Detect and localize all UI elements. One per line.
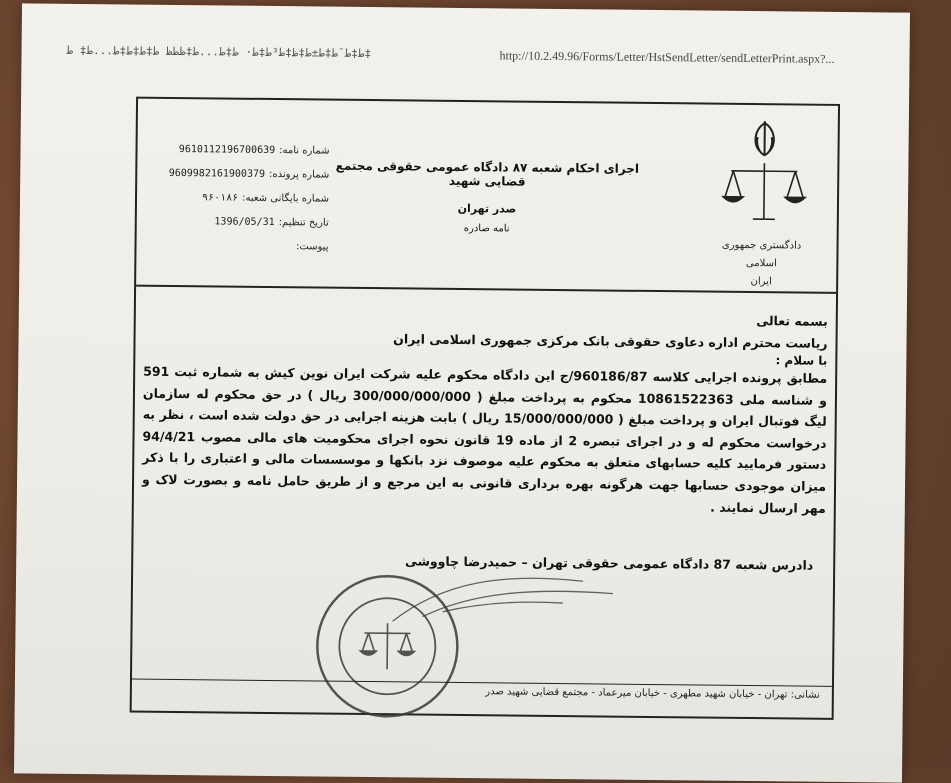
archive-label: شماره بایگانی شعبه: bbox=[242, 192, 329, 204]
footer-divider bbox=[132, 679, 832, 687]
document-paper bbox=[14, 3, 910, 782]
attachment-label: پیوست: bbox=[296, 241, 329, 252]
court-name bbox=[706, 237, 817, 292]
letter-body bbox=[142, 304, 828, 519]
date-label: تاریخ تنظیم: bbox=[279, 217, 329, 229]
letter-meta bbox=[148, 137, 329, 259]
letter-body-text: مطابق پرونده اجرایی کلاسه 960186/87/ج این دادگاه محکوم علیه شرکت ایران نوین کیش به شماره ثبت 591 و شناسه ملی 10861522363 محکوم به پرداخت مبلغ ( 300/000/000/000 ریال ) در حق محکوم له سازمان لیگ فوتبال ایران و پرداخت مبلغ ( 15/000/000/000 ریال ) بابت هزینه اجرایی در حق دولت شده است ، نظر به درخواست محکوم له و در اجرای تبصره 2 از ماده 19 قانون نحوه اجرای محکومیت های مالی مصوب 94/4/21 دستور فرمایید کلیه حسابهای متعلق به محکوم علیه موصوف نزد بانکها و موسسسات مالی و اعتباری را با ذکر میزان موجودی حسابها جهت هرگونه بهره برداری قانونی به این مرجع و از طریق حامل نامه و بصورت لاک و مهر ارسال نمایند . bbox=[142, 361, 828, 519]
signer-line: دادرس شعبه 87 دادگاه عمومی حقوقی تهران – حمیدرضا چاووشی bbox=[405, 553, 813, 572]
court-stamp bbox=[312, 570, 464, 722]
case-no-label: شماره پرونده: bbox=[269, 168, 329, 180]
print-header-garbled: ‫‡ط‡ط¯ط‡ط±ط‡ظ‡ط³ط‡ط· ط‡ط...ط‡ظطظ ط‡ط‡ط‡ط...ط‡ ط bbox=[66, 44, 371, 60]
judiciary-emblem-icon bbox=[719, 115, 810, 236]
letter-frame bbox=[130, 97, 840, 720]
recipient: ریاست محترم اداره دعاوی حقوقی بانک مرکزی جمهوری اسلامی ایران bbox=[143, 325, 827, 354]
letter-date: 1396/05/31 bbox=[214, 216, 274, 228]
letter-heading bbox=[327, 159, 648, 236]
heading-line-1: اجرای احکام شعبه ۸۷ دادگاه عمومی حقوقی مجتمع قضایی شهید bbox=[327, 159, 647, 190]
archive-no: ۹۶۰۱۸۶ bbox=[202, 192, 238, 203]
salutation: با سلام : bbox=[143, 347, 827, 368]
case-no: 9609982161900379 bbox=[169, 167, 265, 179]
print-header-url: http://10.2.49.96/Forms/Letter/HstSendLetter/sendLetterPrint.aspx?... bbox=[499, 48, 834, 67]
court-name-line-2: ایران bbox=[706, 273, 816, 292]
heading-line-2: صدر تهران bbox=[327, 201, 647, 217]
court-address: نشانی: تهران - خیابان شهید مطهری - خیابان میرعماد - مجتمع قضایی شهید صدر bbox=[485, 686, 820, 701]
court-name-line-1: دادگستری جمهوری اسلامی bbox=[706, 237, 816, 274]
letter-no-label: شماره نامه: bbox=[279, 145, 329, 157]
heading-line-3: نامه صادره bbox=[327, 222, 647, 236]
letter-no: 9610112196700639 bbox=[179, 144, 275, 156]
bismillah: بسمه تعالی bbox=[144, 304, 828, 333]
